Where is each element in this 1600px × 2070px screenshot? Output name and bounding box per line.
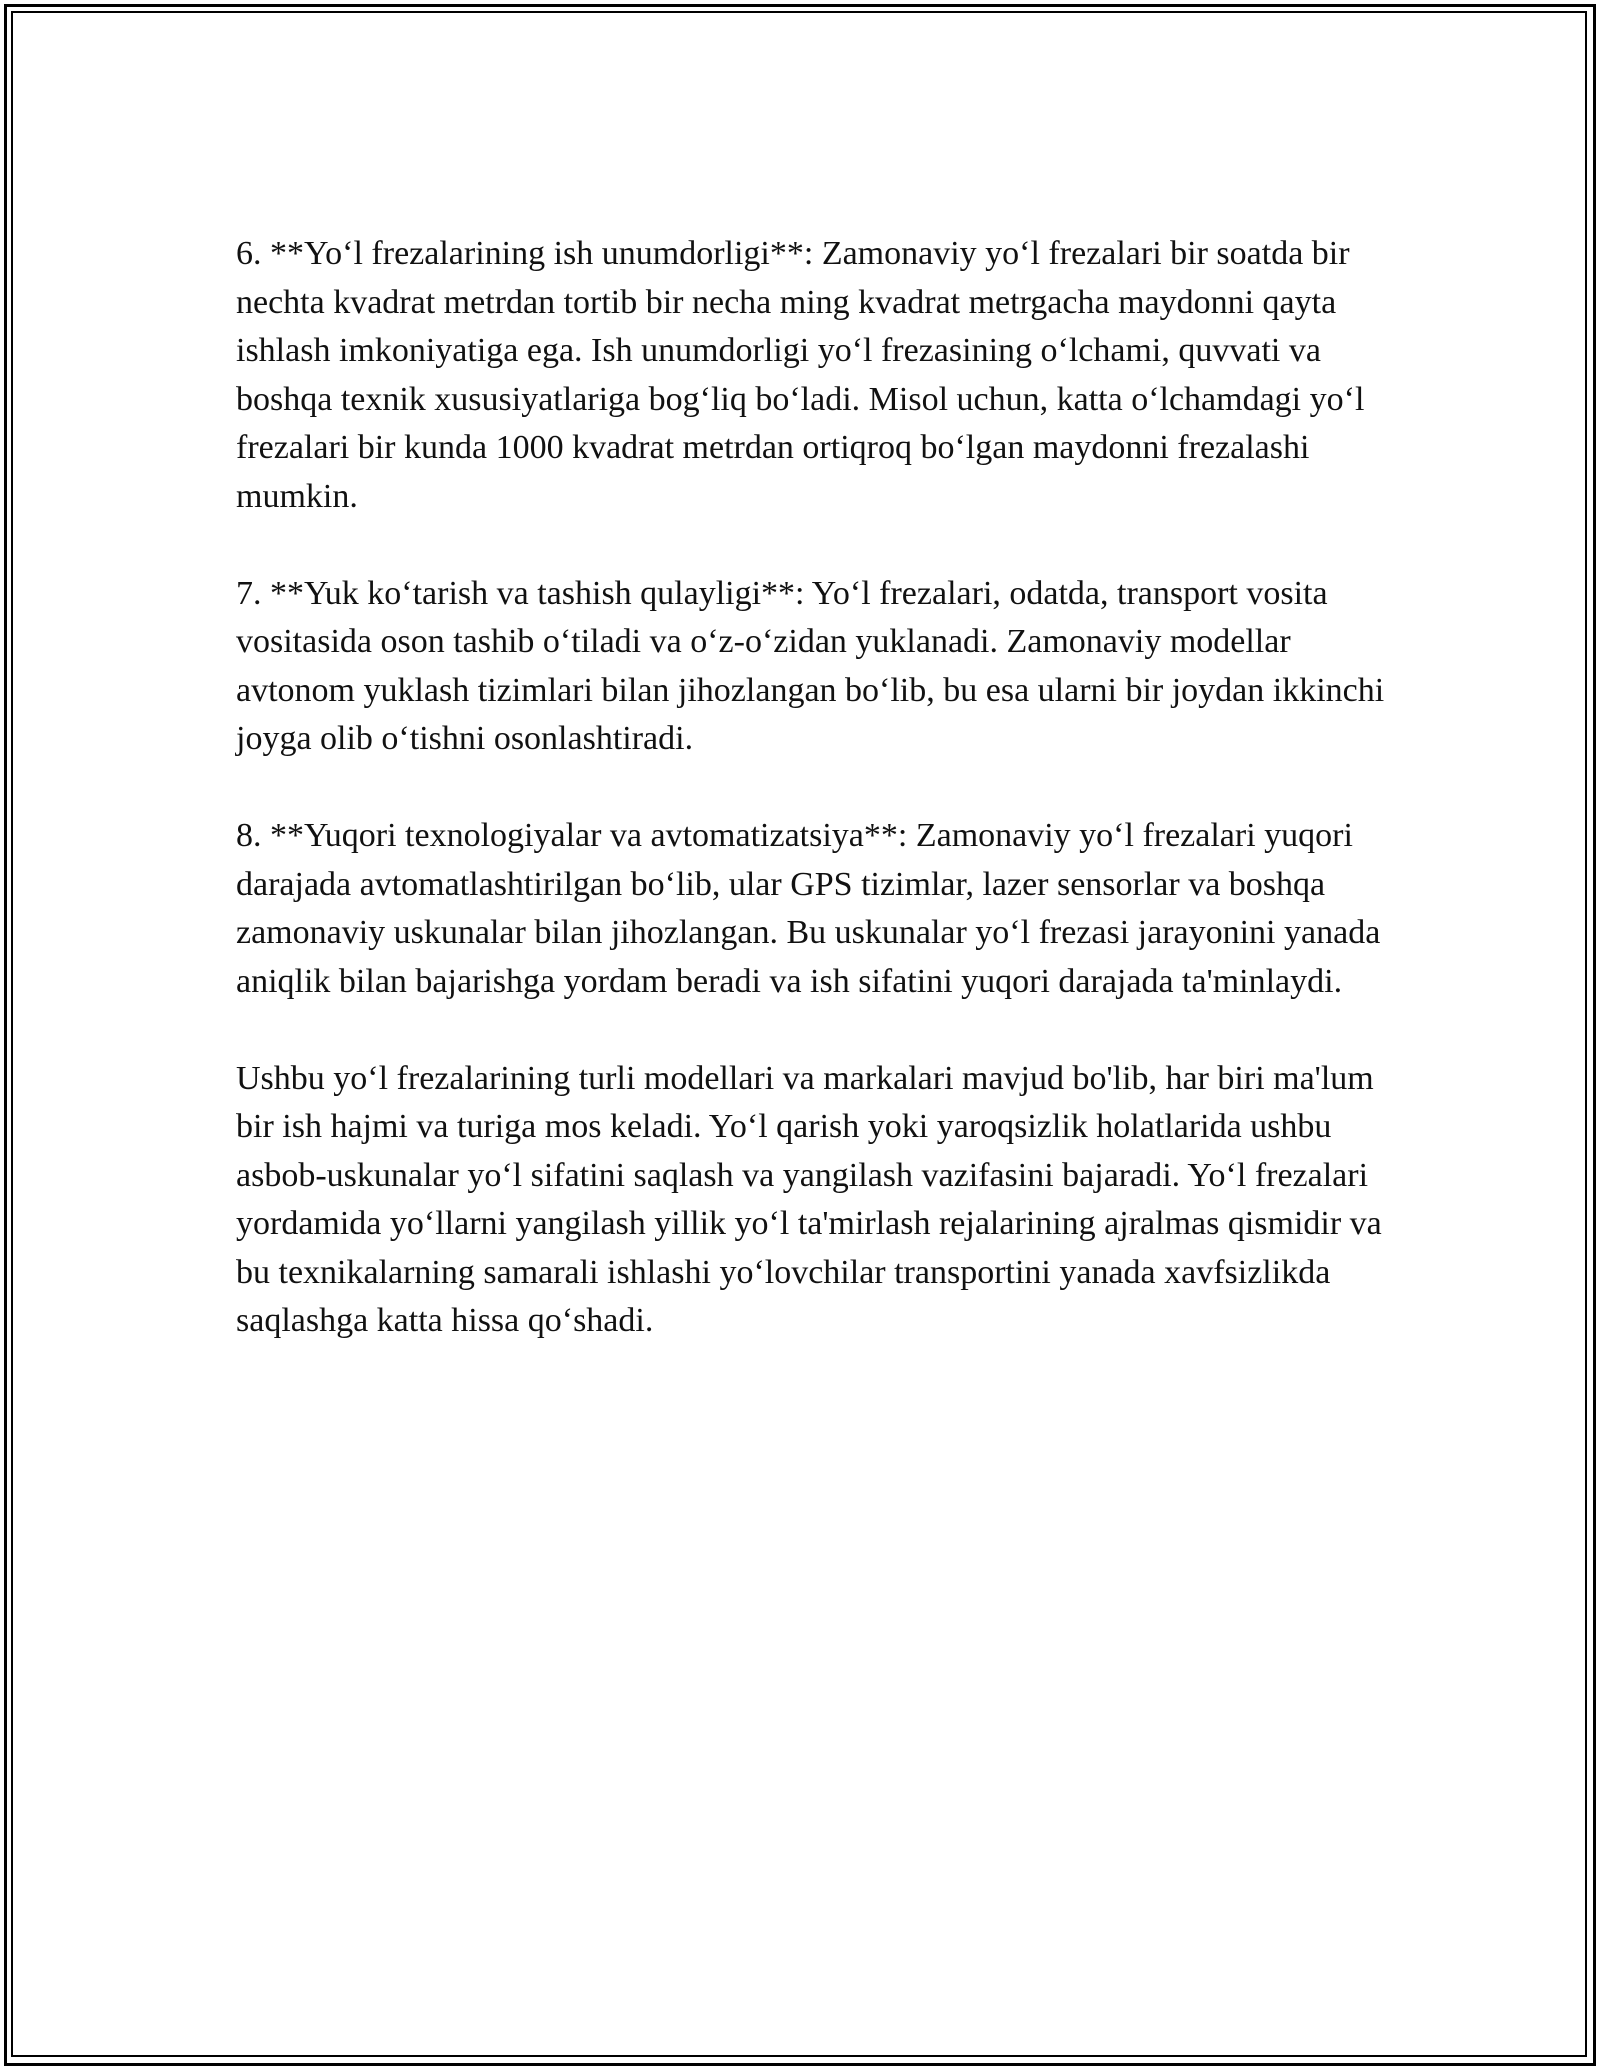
paragraph-item-6: 6. **Yo‘l frezalarining ish unumdorligi**: Zamonaviy yo‘l frezalari bir soatda bir nechta kvadrat metrdan tortib bir necha ming kvadrat metrgacha maydonni qayta ishlash imkoniyatiga ega. Ish unumdorligi yo‘l frezasining o‘lchami, quvvati va boshqa texnik xususiyatlariga bog‘liq bo‘ladi. Misol uchun, katta o‘lchamdagi yo‘l frezalari bir kunda 1000 kvadrat metrdan ortiqroq bo‘lgan maydonni frezalashi mumkin. [236,235,1365,515]
paragraph-item-8: 8. **Yuqori texnologiyalar va avtomatizatsiya**: Zamonaviy yo‘l frezalari yuqori darajada avtomatlashtirilgan bo‘lib, ular GPS tizimlar, lazer sensorlar va boshqa zamonaviy uskunalar bilan jihozlangan. Bu uskunalar yo‘l frezasi jarayonini yanada aniqlik bilan bajarishga yordam beradi va ish sifatini yuqori darajada ta'minlaydi. [236,817,1381,1000]
paragraph-item-7: 7. **Yuk ko‘tarish va tashish qulayligi**: Yo‘l frezalari, odatda, transport vosita vositasida oson tashib o‘tiladi va o‘z-o‘zidan yuklanadi. Zamonaviy modellar avtonom yuklash tizimlari bilan jihozlangan bo‘lib, bu esa ularni bir joydan ikkinchi joyga olib o‘tishni osonlashtiradi. [236,574,1385,757]
document-body [236,230,1396,1346]
paragraph-summary: Ushbu yo‘l frezalarining turli modellari va markalari mavjud bo'lib, har biri ma'lum bir ish hajmi va turiga mos keladi. Yo‘l qarish yoki yaroqsizlik holatlarida ushbu asbob-uskunalar yo‘l sifatini saqlash va yangilash vazifasini bajaradi. Yo‘l frezalari yordamida yo‘llarni yangilash yillik yo‘l ta'mirlash rejalarining ajralmas qismidir va bu texnikalarning samarali ishlashi yo‘lovchilar transportini yanada xavfsizlikda saqlashga katta hissa qo‘shadi. [236,1059,1382,1339]
